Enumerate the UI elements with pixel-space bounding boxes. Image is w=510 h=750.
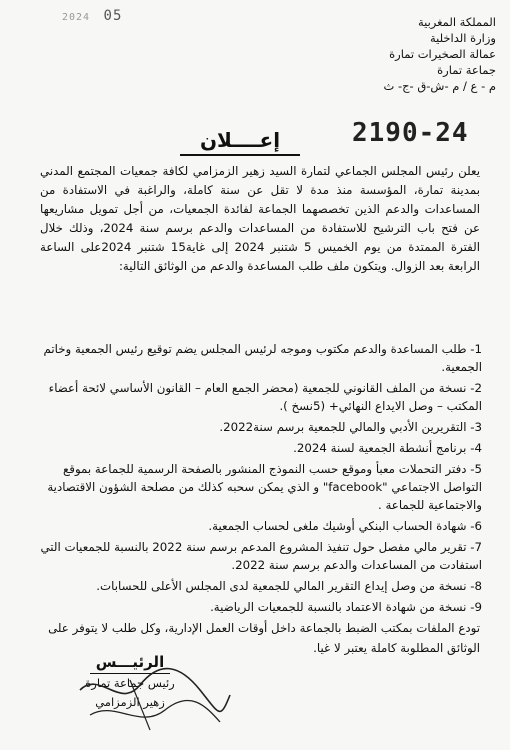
letterhead-kingdom: المملكة المغربية (417, 15, 496, 29)
date-stamp-value: 05 (103, 8, 123, 24)
letterhead (326, 14, 496, 94)
list-item: 7- تقرير مالي مفصل حول تنفيذ المشروع المدعم برسم سنة 2022 بالنسبة للجمعيات التي استفادت من المساعدات والدعم برسم سنة 2022. (40, 540, 482, 572)
signatory-name: زهير الزمزامي (95, 695, 165, 709)
letterhead-commune: جماعة تمارة (437, 63, 496, 77)
signatory-title: رئيس جماعة تمارة (85, 676, 175, 690)
list-item: 6- شهادة الحساب البنكي أوشيك ملغى لحساب الجمعية. (208, 519, 482, 533)
signatory-role: الرئيـــس (90, 653, 170, 674)
list-item: 2- نسخة من الملف القانوني للجمعية (محضر الجمع العام – القانون الأساسي لائحة أعضاء المكتب – وصل الايداع النهائي+ (5نسخ ). (48, 381, 482, 413)
list-item: 8- نسخة من وصل إيداع التقرير المالي للجمعية لدى المجلس الأعلى للحسابات. (96, 579, 482, 593)
letterhead-prefecture: عمالة الصخيرات تمارة (389, 47, 496, 61)
required-documents-list (30, 340, 482, 619)
list-item: 9- نسخة من شهادة الاعتماد بالنسبة للجمعيات الرياضية. (210, 600, 482, 614)
date-stamp (62, 8, 122, 24)
letterhead-ministry: وزارة الداخلية (429, 31, 496, 45)
announcement-intro: يعلن رئيس المجلس الجماعي لتمارة السيد زهير الزمزامي لكافة جمعيات المجتمع المدني بمدينة تمارة، المؤسسة منذ مدة لا تقل عن سنة كاملة، والراغبة في الاستفادة من المساعدات والدعم الذين تخصصهما الجماعة لفائدة الجمعيات، من أجل تمويل مشاريعها عن فتح باب الترشيح للاستفادة من المساعدات والدعم برسم سنة 2024، وذلك خلال الفترة الممتدة من يوم الخميس 5 شتنبر 2024 إلى غاية15 شتنبر 2024على الساعة الرابعة بعد الزوال. ويتكون ملف طلب المساعدة والدعم من الوثائق التالية: (40, 164, 481, 273)
list-item: 5- دفتر التحملات معبأ وموقع حسب النموذج المنشور بالصفحة الرسمية للجماعة بموقع التواصل الاجتماعي "facebook" و الذي يمكن سحبه كذلك من مصلحة الشؤون الاقتصادية والاجتماعية للجماعة . (47, 462, 482, 512)
reference-number: 2190-24 (352, 118, 469, 148)
list-item: 3- التقريرين الأدبي والمالي للجمعية برسم سنة2022. (219, 420, 482, 434)
handwritten-signature-icon (70, 660, 240, 740)
announcement-closing: تودع الملفات بمكتب الضبط بالجماعة داخل أوقات العمل الإدارية، وكل طلب لا يتوفر على الوثائق المطلوبة كاملة يعتبر لا غيا. (48, 621, 480, 655)
date-stamp-faint: 2024 (62, 12, 91, 23)
list-item: 4- برنامج أنشطة الجمعية لسنة 2024. (293, 441, 482, 455)
letterhead-reference-code: م - ع / م -ش-ق -ج- ث (383, 79, 496, 93)
announcement-title: إعــــلان (180, 128, 300, 156)
list-item: 1- طلب المساعدة والدعم مكتوب وموجه لرئيس المجلس يضم توقيع رئيس الجمعية وخاتم الجمعية. (43, 342, 482, 374)
